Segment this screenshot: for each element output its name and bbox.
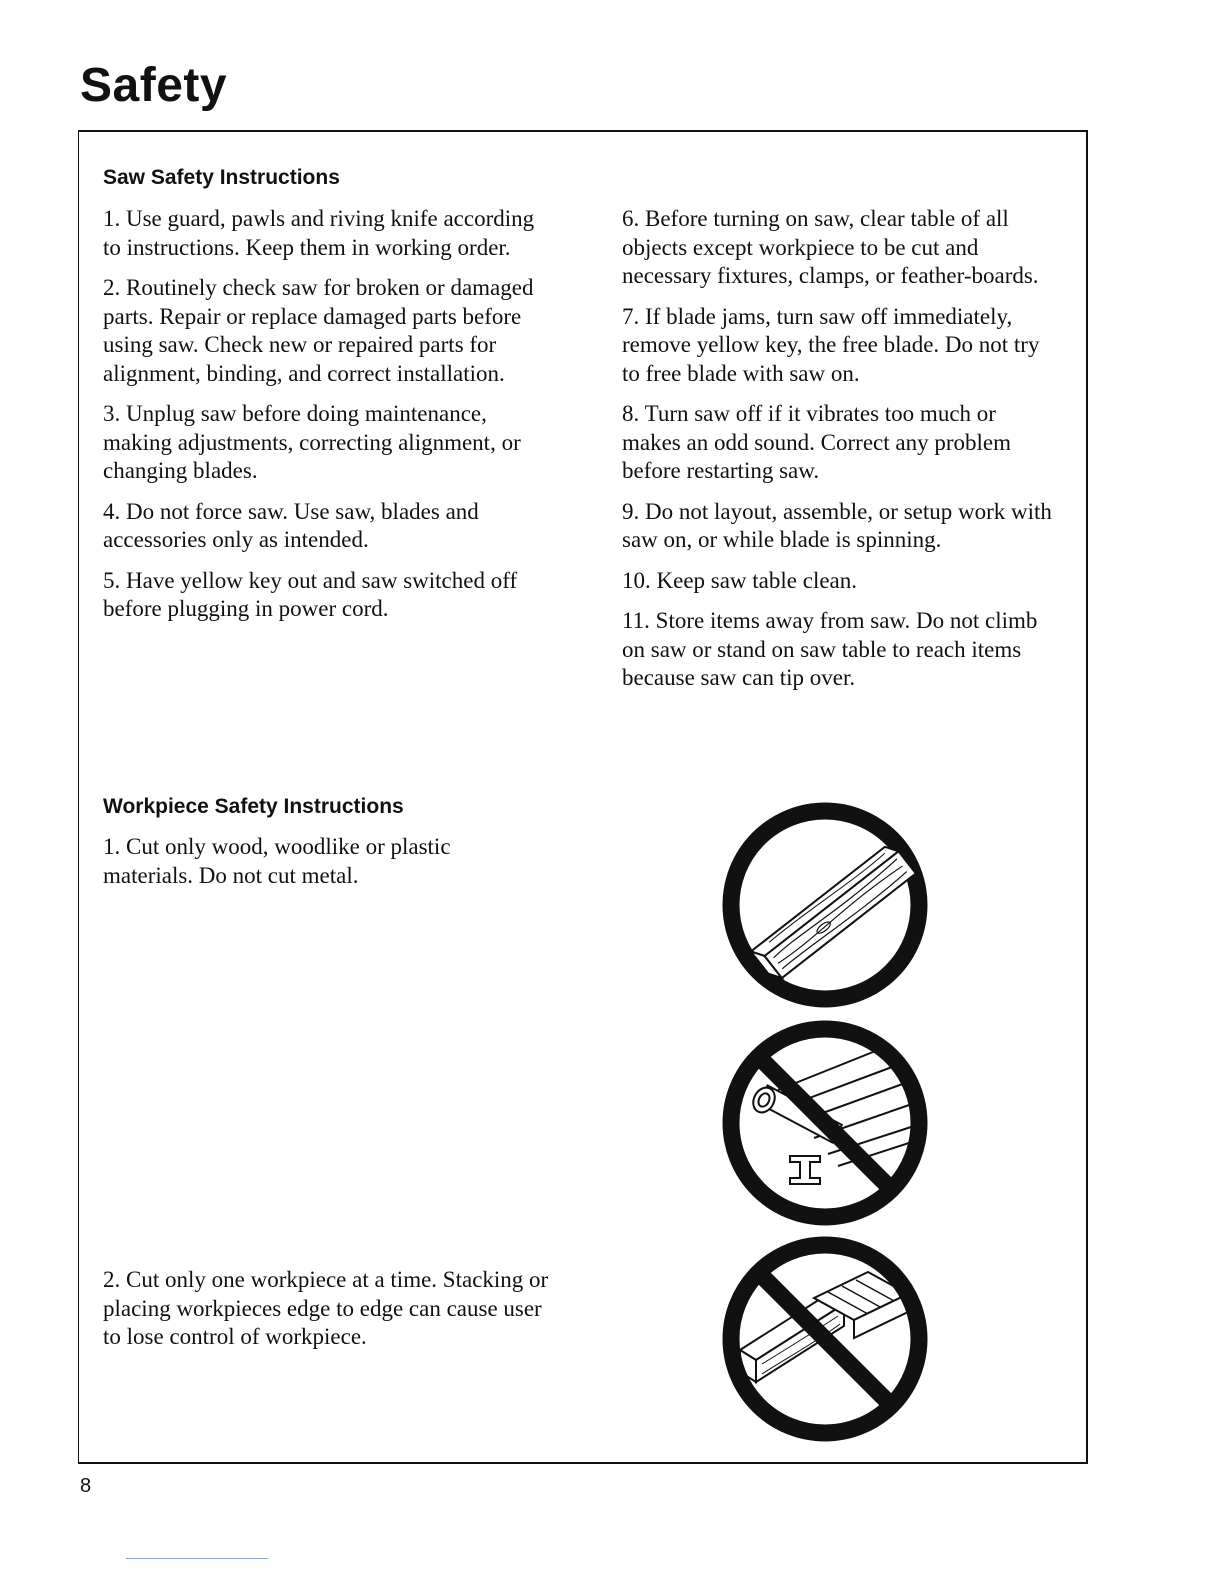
workpiece-safety-item-2-block [103, 1266, 553, 1364]
saw-safety-item-3: 3. Unplug saw before doing maintenance, making adjustments, correcting alignment, or changing blades. [103, 401, 521, 483]
footer-rule [126, 1558, 268, 1559]
saw-safety-left-column [103, 205, 543, 636]
page-number: 8 [80, 1475, 92, 1497]
saw-safety-item-4: 4. Do not force saw. Use saw, blades and accessories only as intended. [103, 498, 479, 552]
saw-safety-item-1: 1. Use guard, pawls and riving knife according to instructions. Keep them in working order. [103, 206, 535, 260]
workpiece-safety-item-2: 2. Cut only one workpiece at a time. Stacking or placing workpieces edge to edge can cause user to lose control of workpiece. [103, 1267, 549, 1349]
saw-safety-heading: Saw Safety Instructions [103, 166, 340, 189]
saw-safety-item-2: 2. Routinely check saw for broken or damaged parts. Repair or replace damaged parts before using saw. Check new or repaired parts for alignment, binding, and correct installation. [103, 275, 534, 386]
saw-safety-item-7: 7. If blade jams, turn saw off immediately, remove yellow key, the free blade. Do not try to free blade with saw on. [622, 303, 1040, 386]
wood-board-allowed-icon [718, 798, 932, 1012]
no-metal-icon [718, 1016, 932, 1230]
page-title: Safety [80, 59, 228, 112]
saw-safety-right-column [622, 205, 1052, 705]
saw-safety-item-11: 11. Store items away from saw. Do not climb on saw or stand on saw table to reach items because saw can tip over. [622, 608, 1038, 690]
saw-safety-item-8: 8. Turn saw off if it vibrates too much or makes an odd sound. Correct any problem before restarting saw. [622, 401, 1011, 483]
workpiece-safety-item-1: 1. Cut only wood, woodlike or plastic materials. Do not cut metal. [103, 834, 451, 888]
no-stacked-workpieces-icon [718, 1232, 932, 1446]
workpiece-safety-item-1-block [103, 833, 543, 902]
saw-safety-item-10: 10. Keep saw table clean. [622, 567, 858, 593]
saw-safety-item-9: 9. Do not layout, assemble, or setup work with saw on, or while blade is spinning. [622, 498, 1052, 552]
workpiece-safety-heading: Workpiece Safety Instructions [103, 795, 404, 818]
saw-safety-item-6: 6. Before turning on saw, clear table of all objects except workpiece to be cut and necessary fixtures, clamps, or feather-boards. [622, 206, 1039, 288]
saw-safety-item-5: 5. Have yellow key out and saw switched off before plugging in power cord. [103, 567, 518, 621]
